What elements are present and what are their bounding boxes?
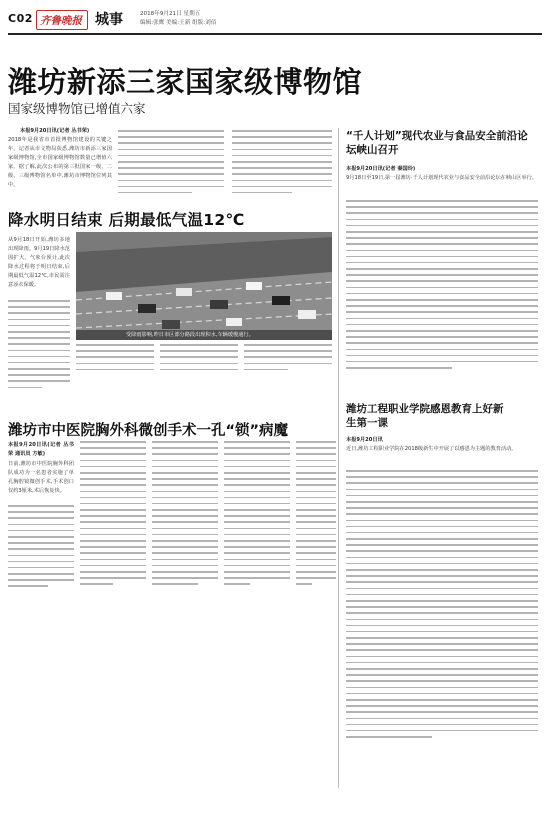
weather-body-col4 bbox=[244, 344, 332, 375]
lead-headline: 潍坊新添三家国家级博物馆 bbox=[8, 65, 363, 99]
masthead bbox=[0, 0, 550, 40]
right-column-divider bbox=[338, 128, 339, 788]
weather-body-col1 bbox=[8, 300, 70, 393]
college-body-lines bbox=[346, 470, 538, 742]
hospital-body-col3 bbox=[152, 441, 218, 590]
lead-byline: 本报9月20日讯(记者 丛书荣) bbox=[20, 128, 90, 134]
hospital-headline: 潍坊市中医院胸外科微创手术一孔“锁”病魔 bbox=[8, 423, 289, 439]
college-headline: 潍坊工程职业学院感恩教育上好新生第一课 bbox=[346, 403, 504, 429]
college-body: 近日,潍坊工程职业学院在2018级新生中开展了以感恩为主题的教育活动。 bbox=[346, 446, 517, 452]
college-byline: 本报9月20日讯 bbox=[346, 437, 383, 443]
forum-byline: 本报9月20日讯(记者 秦国玲) bbox=[346, 166, 416, 172]
editor-credits: 编辑:张鹰 美编:王新 组版:刘佰 bbox=[140, 20, 217, 26]
weather-body: 从9月18日开始,潍坊多地出现降雨。9月19日降水范围扩大。气象台预计,此次降水过程将于明日结束,后期最低气温12℃,市民需注意添衣保暖。 bbox=[8, 237, 70, 288]
weather-body-col2 bbox=[76, 344, 154, 375]
traffic-photo bbox=[76, 232, 332, 340]
lead-body-col2 bbox=[118, 130, 224, 198]
forum-body-lines bbox=[346, 200, 538, 373]
lead-subhead: 国家级博物馆已增值六家 bbox=[8, 101, 146, 116]
section-name: 城事 bbox=[95, 12, 123, 28]
forum-body: 9月18日至19日,第一届潍坊·千人计划现代农业与食品安全前沿论坛在峡山区举行。 bbox=[346, 175, 537, 181]
brand-logo bbox=[36, 10, 88, 30]
photo-caption: 受降雨影响,昨日市区部分路段出现积水,车辆缓慢通行。 bbox=[76, 330, 332, 340]
page-number: C02 bbox=[8, 12, 33, 25]
hospital-byline: 本报9月20日讯(记者 丛书荣 通讯员 方敏) bbox=[8, 442, 74, 457]
lead-body-col3 bbox=[232, 130, 332, 198]
hospital-body: 日前,潍坊市中医院胸外科团队成功为一名患者实施了单孔胸腔镜微创手术,手术创口仅约3厘米,术后恢复快。 bbox=[8, 461, 74, 494]
weather-body-col3 bbox=[160, 344, 238, 375]
masthead-rule bbox=[8, 33, 542, 35]
lead-body: 2018年是我省市首批博物馆建设的关键之年。记者从市文物局获悉,潍坊市新添三家国家级博物馆,全市国家级博物馆数量已增值六家。据了解,此次公布的第三批国家一级、二级、三级博物馆名单中,潍坊市博物馆位列其中。 bbox=[8, 137, 112, 188]
forum-headline: “千人计划”现代农业与食品安全前沿论坛峡山召开 bbox=[346, 130, 528, 156]
brand-name: 齐鲁晚报 bbox=[40, 15, 82, 27]
hospital-body-col2 bbox=[80, 441, 146, 590]
traffic-photo-image bbox=[76, 232, 332, 340]
issue-date: 2018年9月21日 星期五 bbox=[140, 11, 201, 17]
hospital-body-col4 bbox=[224, 441, 290, 590]
weather-headline: 降水明日结束 后期最低气温12℃ bbox=[8, 211, 245, 229]
hospital-body-col1 bbox=[8, 505, 74, 592]
hospital-body-col5 bbox=[296, 441, 336, 590]
